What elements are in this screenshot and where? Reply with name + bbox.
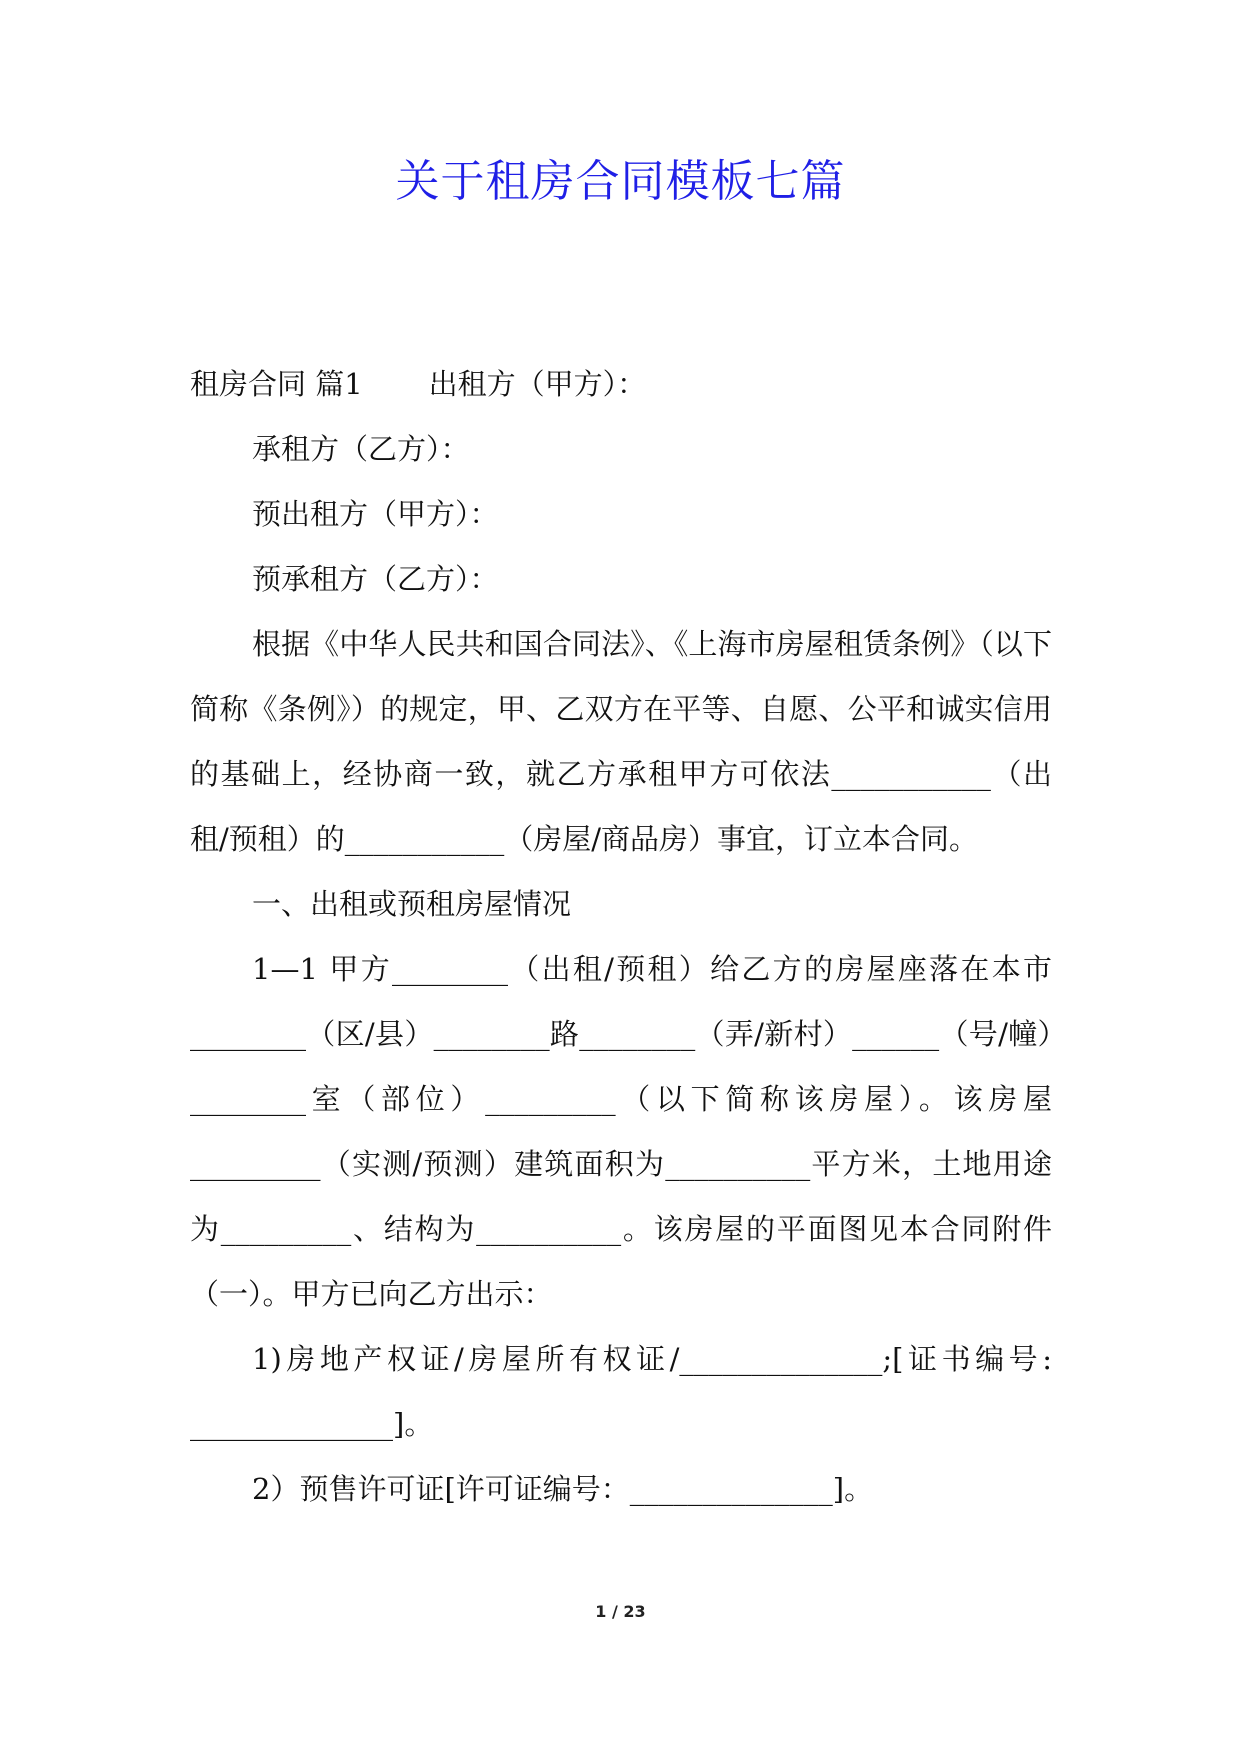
lessor-label: 出租方（甲方）： xyxy=(428,367,647,401)
document-body xyxy=(190,352,1052,1522)
presale-permit-item: 2）预售许可证[许可证编号：______________]。 xyxy=(252,1472,874,1506)
pre-lessor-label: 预出租方（甲方）： xyxy=(252,497,499,531)
certificate-item: 1)房地产权证/房屋所有权证/______________;[证书编号: ______________]。 xyxy=(190,1342,1052,1441)
page-number: 1 / 23 xyxy=(595,1602,646,1621)
preamble-paragraph: 根据《中华人民共和国合同法》、《上海市房屋租赁条例》（以下简称《条例》）的规定，甲、乙双方在平等、自愿、公平和诚实信用的基础上，经协商一致，就乙方承租甲方可依法___________（出租/预租）的___________（房屋/商品房）事宜，订立本合同。 xyxy=(190,627,1052,856)
pre-lessee-label: 预承租方（乙方）： xyxy=(252,562,499,596)
contract-heading-line xyxy=(190,352,1052,417)
contract-section-label: 租房合同 篇1 xyxy=(190,367,363,401)
section-heading: 一、出租或预租房屋情况 xyxy=(252,887,572,921)
lessee-label: 承租方（乙方）： xyxy=(252,432,470,466)
property-details-paragraph: 1—1 甲方________（出租/预租）给乙方的房屋座落在本市________（区/县）________路________（弄/新村）______（号/幢）________室（部位）_________（以下简称该房屋）。该房屋_________（实测/预测）建筑面积为__________平方米，土地用途为_________、结构为__________。该房屋的平面图见本合同附件（一）。甲方已向乙方出示： xyxy=(190,952,1052,1311)
document-title: 关于租房合同模板七篇 xyxy=(395,156,846,207)
